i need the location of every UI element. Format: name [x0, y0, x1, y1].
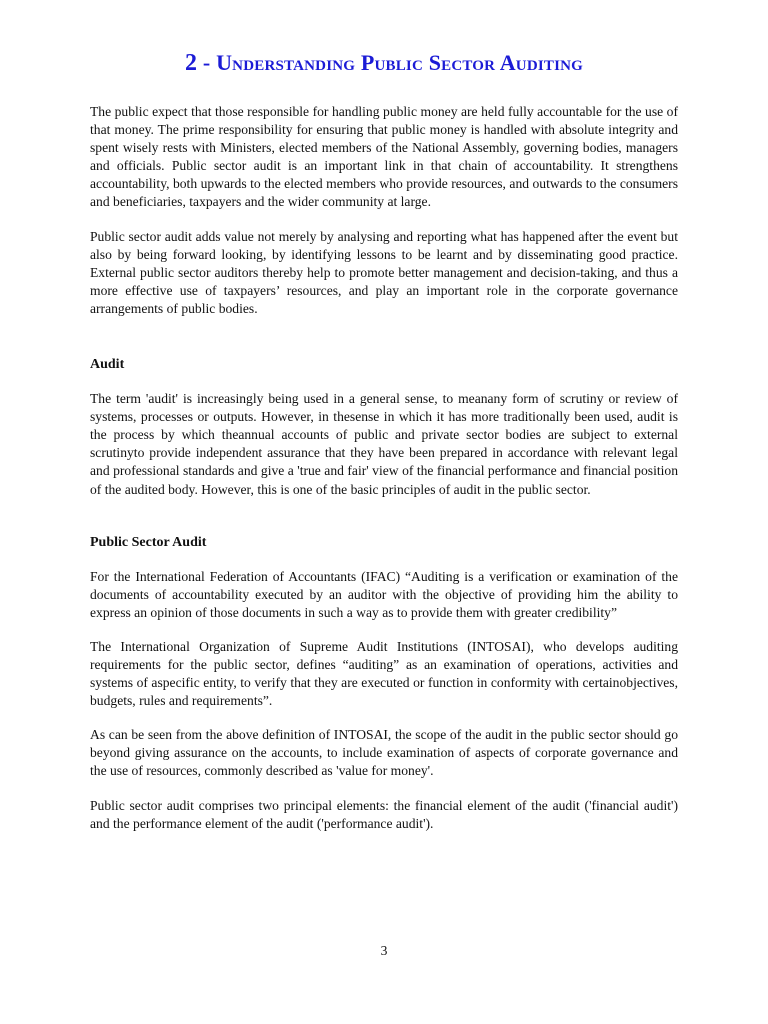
section-heading-public-sector-audit: Public Sector Audit	[90, 534, 207, 550]
title-separator: -	[197, 50, 217, 75]
page-title	[90, 0, 678, 78]
psa-paragraph-1: For the International Federation of Accountants (IFAC) “Auditing is a verification or examination of the documents of accountability executed by an auditor with the objective of providing him the ability to express an opinion of those documents in such a way as to provide them with greater credibility”	[90, 568, 678, 620]
psa-paragraph-3: As can be seen from the above definition of INTOSAI, the scope of the audit in the public sector should go beyond giving assurance on the accounts, to include examination of aspects of corporate governance and the use of resources, commonly described as 'value for money'.	[90, 727, 678, 779]
document-body	[90, 103, 678, 833]
page-number: 3	[380, 943, 388, 958]
document-page	[90, 0, 678, 1024]
psa-paragraph-2: The International Organization of Supreme Audit Institutions (INTOSAI), who develops auditing requirements for the public sector, defines “auditing” as an examination of operations, activities and systems of aspecific entity, to verify that they are executed or function in conformity with certainobjectives, budgets, rules and requirements”.	[90, 638, 678, 709]
audit-paragraph: The term 'audit' is increasingly being used in a general sense, to meanany form of scrutiny or review of systems, processes or outputs. However, in thesense in which it has more traditionally been used, audit is the process by which theannual accounts of public and private sector bodies are subject to external scrutinyto provide independent assurance that they have been prepared in accordance with relevant legal and professional standards and give a 'true and fair' view of the financial performance and financial position of the audited body. However, this is one of the basic principles of audit in the public sector.	[90, 391, 678, 497]
chapter-title: Understanding Public Sector Auditing	[216, 50, 584, 75]
section-heading-audit: Audit	[90, 357, 125, 373]
intro-paragraph-1: The public expect that those responsible for handling public money are held fully accountable for the use of that money. The prime responsibility for ensuring that public money is handled with absolute integrity and spent wisely rests with Ministers, elected members of the National Assembly, governing bodies, managers and officials. Public sector audit is an important link in that chain of accountability. It strengthens accountability, both upwards to the elected members who provide resources, and outwards to the consumers and beneficiaries, taxpayers and the wider community at large.	[90, 104, 678, 210]
intro-paragraph-2: Public sector audit adds value not merely by analysing and reporting what has happened after the event but also by being forward looking, by identifying lessons to be learnt and by disseminating good practice. External public sector auditors thereby help to promote better management and decision-taking, and thus a more effective use of taxpayers’ resources, and play an important role in the corporate governance arrangements of public bodies.	[90, 228, 678, 316]
psa-paragraph-4: Public sector audit comprises two principal elements: the financial element of the audit ('financial audit') and the performance element of the audit ('performance audit').	[90, 797, 678, 831]
chapter-number: 2	[184, 50, 198, 76]
